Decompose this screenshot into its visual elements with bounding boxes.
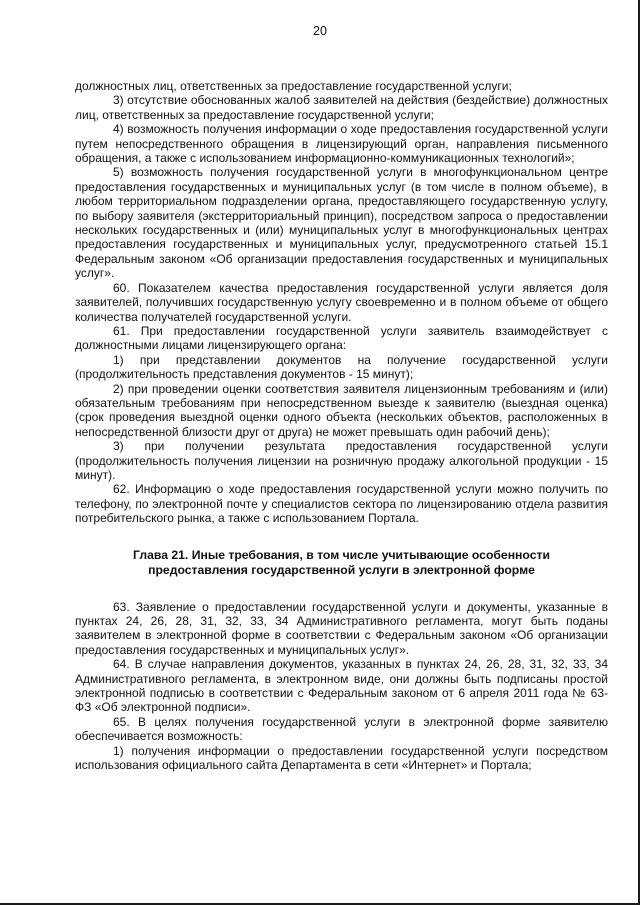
paragraph-61-item-3: 3) при получении результата предоставления государственной услуги (продолжительность получения лицензии на розничную продажу алкогольной продукции - 15 минут). [75,439,608,482]
paragraph-60: 60. Показателем качества предоставления государственной услуги является доля заявителей, получивших государственную услугу своевременно и в полном объеме от общего количества получателей государственной услуги. [75,280,608,324]
paragraph-61-item-1: 1) при представлении документов на получение государственной услуги (продолжительность представления документов - 15 минут); [75,352,608,382]
paragraph-continuation: должностных лиц, ответственных за предоставление государственной услуги; [75,79,512,93]
chapter-heading-line-2: предоставления государственной услуги в электронной форме [148,562,535,577]
paragraph-63: 63. Заявление о предоставлении государственной услуги и документы, указанные в пунктах 24, 26, 28, 31, 32, 33, 34 Административного регламента, могут быть поданы заявителем в электронной форме в соответствии с Федеральным законом «Об организации предоставления государственных и муниципальных услуг». [75,599,608,657]
chapter-heading-line-1: Глава 21. Иные требования, в том числе учитывающие особенности [133,547,550,562]
paragraph-62: 62. Информацию о ходе предоставления государственной услуги можно получить по телефону, по электронной почте у специалистов сектора по лицензированию отдела развития потребительского рынка, а также с использованием Портала. [75,482,608,526]
chapter-heading [75,548,608,578]
paragraph-item-3: 3) отсутствие обоснованных жалоб заявителей на действия (бездействие) должностных лиц, ответственных за предоставление государственной услуги; [75,93,608,122]
paragraph-65-item-1: 1) получения информации о предоставлении государственной услуги посредством использования официального сайта Департамента в сети «Интернет» и Портала; [75,743,608,773]
paragraph-item-4: 4) возможность получения информации о ходе предоставления государственной услуги путем непосредственного обращения в лицензирующий орган, направления письменного обращения, а также с использованием информационно-коммуникационных технологий»; [75,122,608,166]
paragraph-61: 61. При предоставлении государственной услуги заявитель взаимодействует с должностными лицами лицензирующего органа: [75,323,608,353]
paragraph-61-item-2: 2) при проведении оценки соответствия заявителя лицензионным требованиям и (или) обязательным требованиям при непосредственном выезде к заявителю (выездная оценка) (срок проведения выездной оценки одного объекта (нескольких объектов, расположенных в непосредственной близости друг от друга) не может превышать один рабочий день); [75,381,608,439]
paragraph-64: 64. В случае направления документов, указанных в пунктах 24, 26, 28, 31, 32, 33, 34 Административного регламента, в электронном виде, они должны быть подписаны простой электронной подписью в соответствии с Федеральным законом от 6 апреля 2011 года № 63-ФЗ «Об электронной подписи». [75,657,608,715]
document-body [75,79,608,772]
page-number: 20 [313,24,327,38]
paragraph-item-5: 5) возможность получения государственной услуги в многофункциональном центре предоставления государственных и муниципальных услуг (в том числе в полном объеме), в любом территориальном подразделении органа, предоставляющего государственную услугу, по выбору заявителя (экстерриториальный принцип), посредством запроса о предоставлении нескольких государственных и (или) муниципальных услуг в многофункциональных центрах предоставления государственных и муниципальных услуг, предусмотренного статьей 15.1 Федеральным законом «Об организации предоставления государственных и муниципальных услуг». [75,165,608,281]
paragraph-65: 65. В целях получения государственной услуги в электронной форме заявителю обеспечивается возможность: [75,714,608,744]
